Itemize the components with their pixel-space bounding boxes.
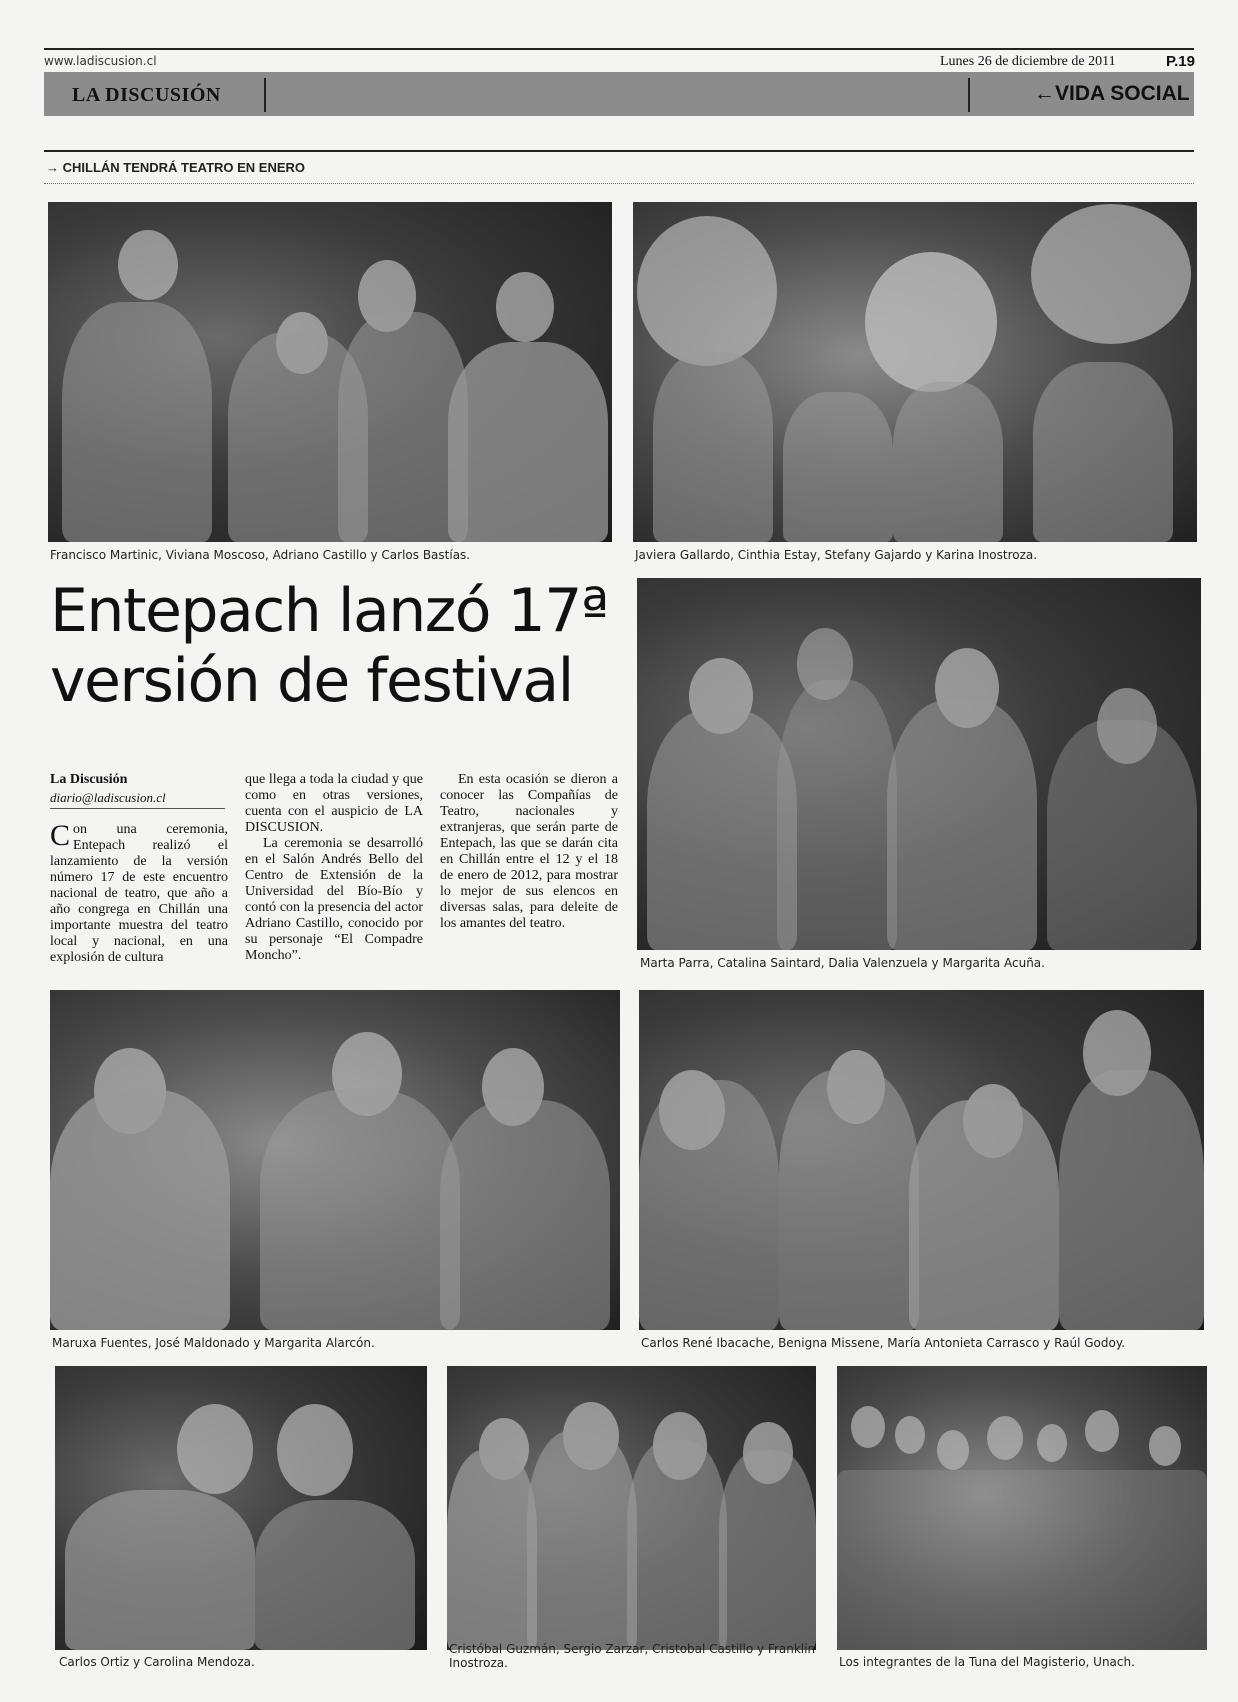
photo-caption: Cristóbal Guzmán, Sergio Zarzar, Cristobal Castillo y Franklin Inostroza. [449, 1642, 816, 1670]
headline-line: versión de festival [50, 646, 573, 716]
column-text: on una ceremonia, Entepach realizó el lanzamiento de la versión número 17 de este encuentro nacional de teatro, que año a año congrega en Chillán una importante muestra del teatro local y nacional, en una explosión de cultura [50, 822, 228, 965]
article-column-2 [245, 772, 423, 964]
headline-line: Entepach lanzó 17ª [50, 576, 608, 646]
newspaper-name: LA DISCUSIÓN [72, 84, 221, 106]
masthead-divider [264, 78, 266, 112]
column-paragraph: En esta ocasión se dieron a conocer las Compañías de Teatro, nacionales y extranjeras, que serán parte de Entepach, las que se darán cita en Chillán entre el 12 y el 18 de enero de 2012, para mostrar lo mejor de sus elencos en diversas salas, para deleite de los amantes del teatro. [440, 772, 618, 931]
photo-group-four-adults [48, 202, 612, 542]
photo-couple [55, 1366, 427, 1650]
kicker: → CHILLÁN TENDRÁ TEATRO EN ENERO [46, 160, 306, 175]
photo-four-adults-formal [639, 990, 1204, 1330]
photo-caption: Los integrantes de la Tuna del Magisterio, Unach. [839, 1655, 1135, 1669]
photo-caption: Carlos René Ibacache, Benigna Missene, María Antonieta Carrasco y Raúl Godoy. [641, 1336, 1126, 1350]
column-paragraph: La ceremonia se desarrolló en el Salón Andrés Bello del Centro de Extensión de la Universidad del Bío-Bío y contó con la presencia del actor Adriano Castillo, conocido por su personaje “El Compadre Moncho”. [245, 836, 423, 963]
photo-caption: Francisco Martinic, Viviana Moscoso, Adriano Castillo y Carlos Bastías. [50, 548, 471, 562]
column-paragraph: que llega a toda la ciudad y que como en otras versiones, cuenta con el auspicio de LA DISCUSION. [245, 772, 423, 835]
photo-giant-masks [633, 202, 1197, 542]
photo-caption: Carlos Ortiz y Carolina Mendoza. [59, 1655, 255, 1669]
photo-caption: Marta Parra, Catalina Saintard, Dalia Valenzuela y Margarita Acuña. [640, 956, 1045, 970]
page-number: P.19 [1166, 53, 1195, 70]
issue-date: Lunes 26 de diciembre de 2011 [940, 54, 1116, 69]
arrow-left-icon: ← [1034, 82, 1055, 105]
photo-three-seated [50, 990, 620, 1330]
article-column-1 [50, 819, 228, 966]
article-column-3 [440, 772, 618, 932]
dotted-divider [44, 183, 1194, 184]
top-rule [44, 48, 1194, 50]
byline-rule [50, 808, 225, 809]
drop-cap: C [50, 819, 71, 852]
article-headline [50, 576, 620, 716]
author-email: diario@ladiscusion.cl [50, 790, 166, 805]
photo-caption: Javiera Gallardo, Cinthia Estay, Stefany Gajardo y Karina Inostroza. [635, 548, 1038, 562]
section-rule [44, 150, 1194, 152]
photo-caption: Maruxa Fuentes, José Maldonado y Margarita Alarcón. [52, 1336, 375, 1350]
photo-four-men [447, 1366, 816, 1650]
section-label: VIDA SOCIAL [1055, 82, 1190, 105]
masthead-divider [968, 78, 970, 112]
section-title [1034, 82, 1190, 106]
article-byline: La Discusión [50, 772, 128, 787]
photo-four-girls-painted [637, 578, 1201, 950]
photo-tuna-group [837, 1366, 1207, 1650]
website-url: www.ladiscusion.cl [44, 54, 157, 68]
